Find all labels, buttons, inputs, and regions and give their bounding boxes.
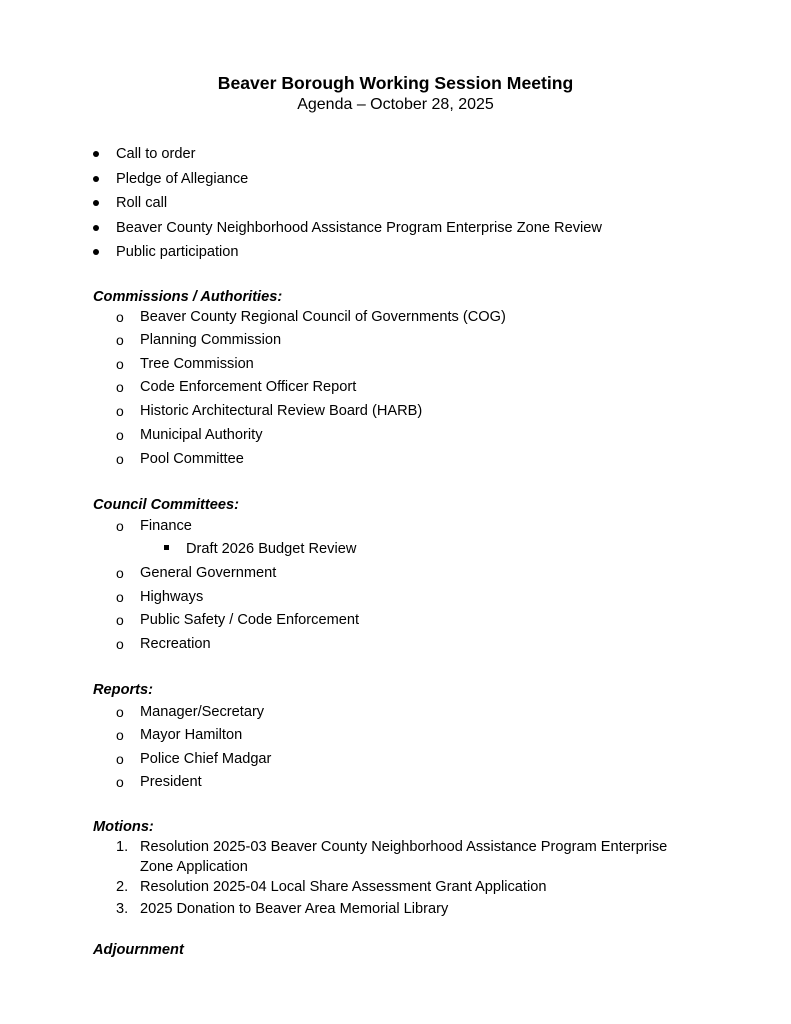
bullet-circle-icon: o bbox=[116, 451, 124, 467]
list-item: Highways bbox=[140, 589, 204, 605]
bullet-circle-icon: o bbox=[116, 704, 124, 720]
bullet-disc-icon bbox=[93, 176, 99, 182]
bullet-circle-icon: o bbox=[116, 518, 124, 534]
bullet-circle-icon: o bbox=[116, 403, 124, 419]
sub-list-item: Draft 2026 Budget Review bbox=[186, 541, 357, 557]
bullet-circle-icon: o bbox=[116, 309, 124, 325]
list-item: 2025 Donation to Beaver Area Memorial Library bbox=[140, 901, 449, 917]
list-number: 1. bbox=[116, 839, 129, 855]
bullet-circle-icon: o bbox=[116, 636, 124, 652]
bullet-circle-icon: o bbox=[116, 612, 124, 628]
list-item: Roll call bbox=[116, 195, 168, 211]
bullet-circle-icon: o bbox=[116, 427, 124, 443]
list-item: Beaver County Regional Council of Governments (COG) bbox=[140, 309, 506, 325]
bullet-disc-icon bbox=[93, 249, 99, 255]
list-item: Mayor Hamilton bbox=[140, 727, 243, 743]
bullet-disc-icon bbox=[93, 200, 99, 206]
bullet-circle-icon: o bbox=[116, 751, 124, 767]
list-item: Public participation bbox=[116, 244, 239, 260]
bullet-circle-icon: o bbox=[116, 379, 124, 395]
list-item: Tree Commission bbox=[140, 356, 254, 372]
list-item: Resolution 2025-04 Local Share Assessment Grant Application bbox=[140, 879, 547, 895]
section-heading-adjournment: Adjournment bbox=[93, 942, 184, 958]
section-heading-reports: Reports: bbox=[93, 682, 153, 698]
bullet-circle-icon: o bbox=[116, 774, 124, 790]
document-subtitle: Agenda – October 28, 2025 bbox=[297, 96, 494, 113]
list-item: Code Enforcement Officer Report bbox=[140, 379, 357, 395]
list-item: Pool Committee bbox=[140, 451, 244, 467]
bullet-circle-icon: o bbox=[116, 356, 124, 372]
bullet-disc-icon bbox=[93, 225, 99, 231]
list-item: Police Chief Madgar bbox=[140, 751, 272, 767]
list-item: Call to order bbox=[116, 146, 196, 162]
list-item: Finance bbox=[140, 518, 192, 534]
list-item: Public Safety / Code Enforcement bbox=[140, 612, 360, 628]
list-item: Municipal Authority bbox=[140, 427, 263, 443]
section-heading-motions: Motions: bbox=[93, 819, 154, 835]
list-item: Recreation bbox=[140, 636, 211, 652]
list-number: 2. bbox=[116, 879, 129, 895]
bullet-disc-icon bbox=[93, 151, 99, 157]
list-item: General Government bbox=[140, 565, 277, 581]
list-item: Planning Commission bbox=[140, 332, 282, 348]
list-item: Resolution 2025-03 Beaver County Neighborhood Assistance Program Enterprise bbox=[140, 839, 668, 855]
bullet-circle-icon: o bbox=[116, 332, 124, 348]
list-item: Historic Architectural Review Board (HARB) bbox=[140, 403, 423, 419]
bullet-circle-icon: o bbox=[116, 589, 124, 605]
bullet-square-icon bbox=[164, 545, 169, 550]
list-number: 3. bbox=[116, 901, 129, 917]
bullet-circle-icon: o bbox=[116, 727, 124, 743]
list-item: Beaver County Neighborhood Assistance Program Enterprise Zone Review bbox=[116, 220, 602, 236]
list-item: Pledge of Allegiance bbox=[116, 171, 249, 187]
section-heading-committees: Council Committees: bbox=[93, 497, 239, 513]
list-item: President bbox=[140, 774, 202, 790]
list-item-continuation: Zone Application bbox=[140, 859, 248, 875]
list-item: Manager/Secretary bbox=[140, 704, 265, 720]
section-heading-commissions: Commissions / Authorities: bbox=[93, 289, 283, 305]
document-title: Beaver Borough Working Session Meeting bbox=[217, 73, 574, 93]
bullet-circle-icon: o bbox=[116, 565, 124, 581]
